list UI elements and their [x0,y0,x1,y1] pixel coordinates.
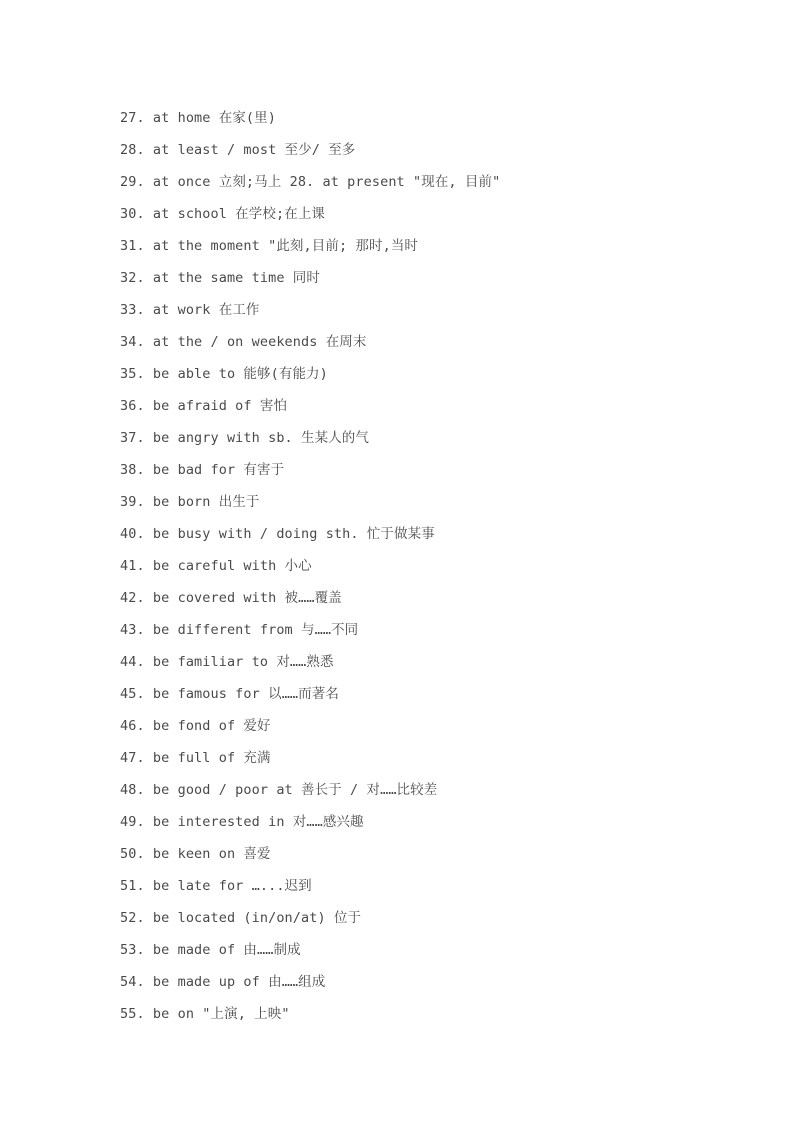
list-item: 55. be on "上演, 上映" [120,1006,290,1022]
list-item: 45. be famous for 以……而著名 [120,686,339,702]
list-item: 52. be located (in/on/at) 位于 [120,910,362,926]
list-item: 31. at the moment "此刻,目前; 那时,当时 [120,238,419,254]
list-item: 28. at least / most 至少/ 至多 [120,142,356,158]
list-item: 39. be born 出生于 [120,494,260,510]
list-item: 47. be full of 充满 [120,750,271,766]
list-item: 33. at work 在工作 [120,302,260,318]
list-item: 43. be different from 与……不同 [120,622,359,638]
list-item: 38. be bad for 有害于 [120,462,285,478]
list-item: 49. be interested in 对……感兴趣 [120,814,364,830]
list-item: 42. be covered with 被……覆盖 [120,590,342,606]
list-item: 37. be angry with sb. 生某人的气 [120,430,370,446]
phrase-list [120,106,740,1034]
list-item: 27. at home 在家(里) [120,110,276,126]
list-item: 36. be afraid of 害怕 [120,398,288,414]
list-item: 53. be made of 由……制成 [120,942,301,958]
list-item: 40. be busy with / doing sth. 忙于做某事 [120,526,435,542]
list-item: 35. be able to 能够(有能力) [120,366,328,382]
list-item: 46. be fond of 爱好 [120,718,271,734]
list-item: 48. be good / poor at 善长于 / 对……比较差 [120,782,438,798]
list-item: 51. be late for …...迟到 [120,878,312,894]
list-item: 34. at the / on weekends 在周末 [120,334,367,350]
list-item: 50. be keen on 喜爱 [120,846,271,862]
list-item: 41. be careful with 小心 [120,558,312,574]
list-item: 54. be made up of 由……组成 [120,974,326,990]
list-item: 44. be familiar to 对……熟悉 [120,654,334,670]
list-item: 32. at the same time 同时 [120,270,320,286]
list-item: 29. at once 立刻;马上 28. at present "现在, 目前" [120,174,501,190]
list-item: 30. at school 在学校;在上课 [120,206,326,222]
